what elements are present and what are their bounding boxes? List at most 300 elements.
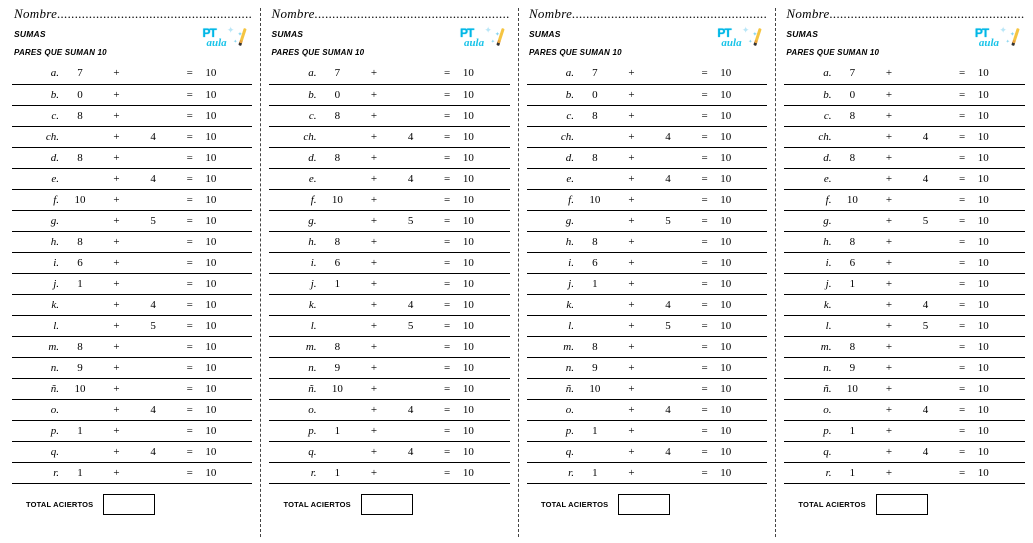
equals-sign: = (689, 147, 720, 168)
row-result: 10 (463, 357, 510, 378)
row-addend2[interactable] (905, 336, 947, 357)
row-addend1[interactable] (317, 168, 359, 189)
student-name-line[interactable]: Nombre....................................................... (271, 6, 510, 21)
equals-sign: = (689, 126, 720, 147)
row-addend2[interactable]: 5 (132, 315, 174, 336)
row-addend2[interactable] (647, 231, 689, 252)
equals-sign: = (431, 168, 462, 189)
row-addend2[interactable] (132, 252, 174, 273)
row-addend2[interactable] (647, 147, 689, 168)
row-addend1[interactable] (574, 294, 616, 315)
table-row (269, 273, 509, 294)
row-addend1[interactable] (831, 315, 873, 336)
row-addend1[interactable]: 7 (317, 63, 359, 84)
row-addend2[interactable] (905, 231, 947, 252)
plus-sign: + (358, 315, 389, 336)
row-addend2[interactable] (132, 84, 174, 105)
row-addend1[interactable] (59, 315, 101, 336)
row-result: 10 (978, 210, 1025, 231)
row-label: c. (12, 105, 59, 126)
table-row (527, 84, 767, 105)
row-addend1[interactable]: 0 (574, 84, 616, 105)
pt-en-el-aula-logo (458, 25, 504, 57)
row-addend2[interactable] (905, 252, 947, 273)
table-row (12, 231, 252, 252)
row-addend1[interactable]: 1 (574, 420, 616, 441)
row-result: 10 (463, 441, 510, 462)
row-addend1[interactable]: 10 (831, 189, 873, 210)
table-row (784, 189, 1024, 210)
exercise-table (784, 63, 1024, 484)
row-addend1[interactable]: 8 (831, 336, 873, 357)
row-addend2[interactable] (132, 462, 174, 483)
row-addend2[interactable]: 5 (647, 210, 689, 231)
row-addend2[interactable] (647, 420, 689, 441)
row-addend1[interactable]: 8 (831, 105, 873, 126)
exercise-table (527, 63, 767, 484)
row-addend2[interactable] (132, 63, 174, 84)
row-result: 10 (205, 231, 252, 252)
worksheet-header (12, 25, 252, 63)
row-addend1[interactable]: 1 (831, 462, 873, 483)
row-addend1[interactable] (574, 168, 616, 189)
row-addend1[interactable]: 1 (59, 462, 101, 483)
plus-sign: + (358, 105, 389, 126)
row-addend2[interactable]: 4 (905, 399, 947, 420)
table-row (269, 315, 509, 336)
row-addend2[interactable]: 4 (132, 441, 174, 462)
row-addend2[interactable] (132, 189, 174, 210)
plus-sign: + (358, 84, 389, 105)
star-icon: ✦ (494, 32, 500, 38)
row-result: 10 (205, 105, 252, 126)
row-addend1[interactable]: 8 (317, 147, 359, 168)
plus-sign: + (616, 441, 647, 462)
row-addend1[interactable] (831, 168, 873, 189)
table-row (527, 189, 767, 210)
total-correct-box[interactable] (103, 494, 155, 515)
row-label: b. (269, 84, 316, 105)
row-addend1[interactable]: 10 (317, 189, 359, 210)
row-addend2[interactable] (132, 105, 174, 126)
row-addend1[interactable]: 10 (59, 378, 101, 399)
equals-sign: = (946, 84, 977, 105)
row-addend2[interactable] (905, 105, 947, 126)
worksheet-subtitle: PARES QUE SUMAN 10 (528, 48, 622, 57)
table-row (784, 84, 1024, 105)
logo-word: aula (206, 37, 227, 49)
equals-sign: = (174, 63, 205, 84)
equals-sign: = (431, 63, 462, 84)
row-addend1[interactable]: 6 (59, 252, 101, 273)
row-addend2[interactable] (390, 420, 432, 441)
row-addend1[interactable]: 0 (59, 84, 101, 105)
row-addend1[interactable]: 10 (831, 378, 873, 399)
row-addend2[interactable]: 4 (905, 294, 947, 315)
table-row (269, 63, 509, 84)
row-addend2[interactable]: 4 (390, 441, 432, 462)
row-addend1[interactable]: 8 (317, 231, 359, 252)
worksheet-header (784, 25, 1024, 63)
row-addend1[interactable]: 7 (59, 63, 101, 84)
row-label: o. (269, 399, 316, 420)
student-name-line[interactable]: Nombre....................................................... (14, 6, 253, 21)
row-addend2[interactable] (647, 357, 689, 378)
student-name-line[interactable]: Nombre....................................................... (786, 6, 1025, 21)
row-label: n. (12, 357, 59, 378)
row-addend1[interactable]: 8 (317, 336, 359, 357)
row-addend2[interactable]: 4 (647, 126, 689, 147)
row-addend2[interactable]: 5 (390, 210, 432, 231)
row-addend2[interactable]: 4 (390, 399, 432, 420)
row-addend2[interactable] (132, 273, 174, 294)
total-correct-label: TOTAL ACIERTOS (540, 499, 609, 509)
row-addend2[interactable] (647, 462, 689, 483)
row-addend1[interactable] (59, 294, 101, 315)
pt-en-el-aula-logo (200, 25, 246, 57)
row-addend2[interactable] (647, 84, 689, 105)
row-addend2[interactable] (390, 357, 432, 378)
row-addend1[interactable]: 1 (831, 273, 873, 294)
plus-sign: + (358, 210, 389, 231)
table-row (12, 168, 252, 189)
row-addend2[interactable] (132, 357, 174, 378)
row-addend2[interactable]: 4 (132, 294, 174, 315)
row-addend2[interactable] (905, 462, 947, 483)
row-addend2[interactable] (905, 420, 947, 441)
row-addend1[interactable]: 1 (831, 420, 873, 441)
plus-sign: + (616, 210, 647, 231)
row-addend2[interactable] (647, 273, 689, 294)
worksheet-title: SUMAS (14, 29, 46, 39)
logo-word: aula (721, 37, 742, 49)
row-label: ch. (784, 126, 831, 147)
row-addend1[interactable]: 1 (317, 462, 359, 483)
row-result: 10 (720, 126, 767, 147)
row-addend2[interactable]: 5 (647, 315, 689, 336)
equals-sign: = (431, 189, 462, 210)
table-row (527, 126, 767, 147)
row-addend2[interactable]: 4 (132, 126, 174, 147)
row-addend1[interactable] (317, 294, 359, 315)
worksheet-subtitle: PARES QUE SUMAN 10 (14, 48, 107, 57)
row-result: 10 (205, 462, 252, 483)
row-addend2[interactable]: 4 (647, 441, 689, 462)
row-result: 10 (978, 63, 1025, 84)
row-addend2[interactable] (647, 189, 689, 210)
equals-sign: = (431, 252, 462, 273)
total-correct-box[interactable] (876, 494, 928, 515)
row-addend1[interactable] (59, 441, 101, 462)
row-addend1[interactable]: 8 (831, 147, 873, 168)
row-addend2[interactable]: 4 (905, 168, 947, 189)
row-addend1[interactable]: 8 (574, 105, 616, 126)
row-addend2[interactable] (647, 105, 689, 126)
row-addend2[interactable]: 4 (390, 126, 432, 147)
worksheet-column-1 (4, 6, 260, 539)
star-icon: ✦ (233, 39, 238, 45)
row-label: ch. (12, 126, 59, 147)
row-addend1[interactable] (59, 168, 101, 189)
equals-sign: = (689, 462, 720, 483)
plus-sign: + (616, 462, 647, 483)
table-row (784, 357, 1024, 378)
row-result: 10 (978, 294, 1025, 315)
row-addend2[interactable]: 4 (132, 168, 174, 189)
row-result: 10 (978, 231, 1025, 252)
row-addend2[interactable]: 4 (132, 399, 174, 420)
row-addend1[interactable]: 6 (317, 252, 359, 273)
row-addend1[interactable]: 7 (831, 63, 873, 84)
row-addend1[interactable] (831, 441, 873, 462)
total-correct-box[interactable] (618, 494, 670, 515)
row-addend1[interactable] (59, 126, 101, 147)
row-label: i. (784, 252, 831, 273)
row-result: 10 (205, 63, 252, 84)
row-addend2[interactable] (390, 84, 432, 105)
row-addend2[interactable] (905, 84, 947, 105)
equals-sign: = (689, 294, 720, 315)
row-addend1[interactable] (574, 399, 616, 420)
row-addend1[interactable]: 6 (574, 252, 616, 273)
row-addend1[interactable]: 10 (59, 189, 101, 210)
row-addend2[interactable]: 5 (905, 315, 947, 336)
row-addend1[interactable]: 8 (574, 231, 616, 252)
plus-sign: + (358, 273, 389, 294)
row-label: i. (527, 252, 574, 273)
row-addend1[interactable] (59, 399, 101, 420)
row-addend2[interactable] (647, 378, 689, 399)
row-addend1[interactable]: 8 (574, 147, 616, 168)
table-row (12, 210, 252, 231)
equals-sign: = (689, 399, 720, 420)
row-label: d. (784, 147, 831, 168)
row-result: 10 (978, 105, 1025, 126)
equals-sign: = (689, 420, 720, 441)
row-addend1[interactable]: 8 (831, 231, 873, 252)
row-label: ch. (269, 126, 316, 147)
row-addend1[interactable] (831, 126, 873, 147)
worksheet-title: SUMAS (528, 29, 561, 39)
row-addend2[interactable]: 4 (647, 399, 689, 420)
row-addend2[interactable]: 4 (905, 441, 947, 462)
row-result: 10 (463, 168, 510, 189)
row-addend1[interactable]: 1 (574, 462, 616, 483)
row-addend2[interactable]: 5 (905, 210, 947, 231)
row-addend1[interactable]: 9 (831, 357, 873, 378)
row-addend2[interactable] (390, 147, 432, 168)
row-addend2[interactable] (132, 147, 174, 168)
row-label: f. (784, 189, 831, 210)
plus-sign: + (101, 252, 132, 273)
row-addend1[interactable]: 8 (59, 147, 101, 168)
row-result: 10 (205, 252, 252, 273)
row-addend1[interactable]: 1 (317, 273, 359, 294)
row-label: j. (269, 273, 316, 294)
plus-sign: + (101, 126, 132, 147)
equals-sign: = (431, 462, 462, 483)
row-addend1[interactable] (574, 315, 616, 336)
plus-sign: + (358, 336, 389, 357)
row-addend1[interactable]: 9 (59, 357, 101, 378)
row-result: 10 (978, 336, 1025, 357)
row-addend1[interactable]: 7 (574, 63, 616, 84)
row-result: 10 (205, 357, 252, 378)
plus-sign: + (358, 378, 389, 399)
table-row (527, 357, 767, 378)
row-addend1[interactable]: 1 (59, 420, 101, 441)
table-row (527, 441, 767, 462)
row-addend2[interactable]: 5 (390, 315, 432, 336)
row-addend1[interactable] (317, 126, 359, 147)
row-addend2[interactable]: 4 (390, 168, 432, 189)
row-addend1[interactable]: 8 (59, 105, 101, 126)
row-addend2[interactable] (390, 189, 432, 210)
table-row (527, 315, 767, 336)
table-row (527, 63, 767, 84)
row-addend2[interactable] (390, 378, 432, 399)
row-addend2[interactable]: 4 (905, 126, 947, 147)
row-addend1[interactable]: 8 (59, 231, 101, 252)
row-addend2[interactable] (905, 378, 947, 399)
row-addend2[interactable] (132, 336, 174, 357)
row-addend2[interactable] (390, 462, 432, 483)
row-result: 10 (205, 189, 252, 210)
table-row (269, 84, 509, 105)
row-addend1[interactable] (317, 210, 359, 231)
table-row (784, 294, 1024, 315)
row-label: r. (527, 462, 574, 483)
table-row (527, 252, 767, 273)
row-addend1[interactable]: 6 (831, 252, 873, 273)
star-icon: ✦ (748, 39, 753, 45)
row-addend2[interactable]: 4 (647, 168, 689, 189)
plus-sign: + (873, 357, 904, 378)
equals-sign: = (946, 420, 977, 441)
row-addend2[interactable] (390, 336, 432, 357)
row-addend2[interactable] (132, 231, 174, 252)
table-row (784, 462, 1024, 483)
row-addend1[interactable] (574, 441, 616, 462)
row-label: q. (784, 441, 831, 462)
row-addend2[interactable] (390, 252, 432, 273)
table-row (527, 105, 767, 126)
logo-word: aula (463, 37, 485, 49)
row-addend1[interactable]: 8 (59, 336, 101, 357)
row-result: 10 (720, 420, 767, 441)
row-addend1[interactable] (317, 399, 359, 420)
row-addend2[interactable] (647, 252, 689, 273)
row-addend2[interactable] (132, 378, 174, 399)
row-label: f. (12, 189, 59, 210)
row-addend1[interactable]: 1 (574, 273, 616, 294)
plus-sign: + (358, 231, 389, 252)
row-addend2[interactable]: 4 (390, 294, 432, 315)
plus-sign: + (101, 147, 132, 168)
row-addend2[interactable] (905, 357, 947, 378)
row-label: h. (784, 231, 831, 252)
plus-sign: + (616, 336, 647, 357)
plus-sign: + (616, 63, 647, 84)
row-addend1[interactable] (574, 210, 616, 231)
row-label: e. (527, 168, 574, 189)
plus-sign: + (873, 462, 904, 483)
row-result: 10 (205, 336, 252, 357)
row-addend1[interactable]: 1 (59, 273, 101, 294)
equals-sign: = (946, 252, 977, 273)
row-addend1[interactable]: 8 (317, 105, 359, 126)
row-addend2[interactable]: 5 (132, 210, 174, 231)
row-addend1[interactable] (831, 210, 873, 231)
row-addend1[interactable] (59, 210, 101, 231)
equals-sign: = (689, 84, 720, 105)
row-addend1[interactable]: 10 (574, 378, 616, 399)
row-addend2[interactable]: 4 (647, 294, 689, 315)
row-label: i. (269, 252, 316, 273)
row-result: 10 (205, 168, 252, 189)
row-addend2[interactable] (390, 105, 432, 126)
equals-sign: = (689, 210, 720, 231)
total-correct-box[interactable] (361, 494, 413, 515)
equals-sign: = (946, 189, 977, 210)
student-name-line[interactable]: Nombre....................................................... (528, 6, 768, 21)
row-addend2[interactable] (390, 231, 432, 252)
row-addend1[interactable] (317, 315, 359, 336)
table-row (12, 357, 252, 378)
logo-word: aula (978, 37, 1000, 49)
row-addend1[interactable]: 0 (831, 84, 873, 105)
plus-sign: + (101, 63, 132, 84)
row-addend1[interactable]: 0 (317, 84, 359, 105)
row-addend1[interactable] (317, 441, 359, 462)
row-addend2[interactable] (905, 273, 947, 294)
row-addend2[interactable] (905, 63, 947, 84)
row-label: j. (784, 273, 831, 294)
row-addend1[interactable] (831, 294, 873, 315)
row-addend2[interactable] (132, 420, 174, 441)
row-addend2[interactable] (390, 273, 432, 294)
row-addend1[interactable] (574, 126, 616, 147)
plus-sign: + (358, 357, 389, 378)
row-addend1[interactable] (831, 399, 873, 420)
logo-brand: PT (974, 26, 989, 40)
row-addend2[interactable] (647, 336, 689, 357)
row-label: d. (269, 147, 316, 168)
row-addend1[interactable]: 10 (574, 189, 616, 210)
plus-sign: + (873, 231, 904, 252)
row-addend2[interactable] (390, 63, 432, 84)
equals-sign: = (174, 168, 205, 189)
row-result: 10 (463, 189, 510, 210)
row-addend1[interactable]: 1 (317, 420, 359, 441)
row-addend1[interactable]: 8 (574, 336, 616, 357)
row-addend1[interactable]: 9 (317, 357, 359, 378)
row-result: 10 (720, 231, 767, 252)
row-label: f. (527, 189, 574, 210)
equals-sign: = (174, 441, 205, 462)
row-addend1[interactable]: 9 (574, 357, 616, 378)
row-label: k. (269, 294, 316, 315)
row-addend2[interactable] (647, 63, 689, 84)
row-addend2[interactable] (905, 147, 947, 168)
equals-sign: = (431, 231, 462, 252)
plus-sign: + (616, 126, 647, 147)
row-addend1[interactable]: 10 (317, 378, 359, 399)
table-row (269, 294, 509, 315)
row-addend2[interactable] (905, 189, 947, 210)
equals-sign: = (174, 420, 205, 441)
table-row (527, 231, 767, 252)
